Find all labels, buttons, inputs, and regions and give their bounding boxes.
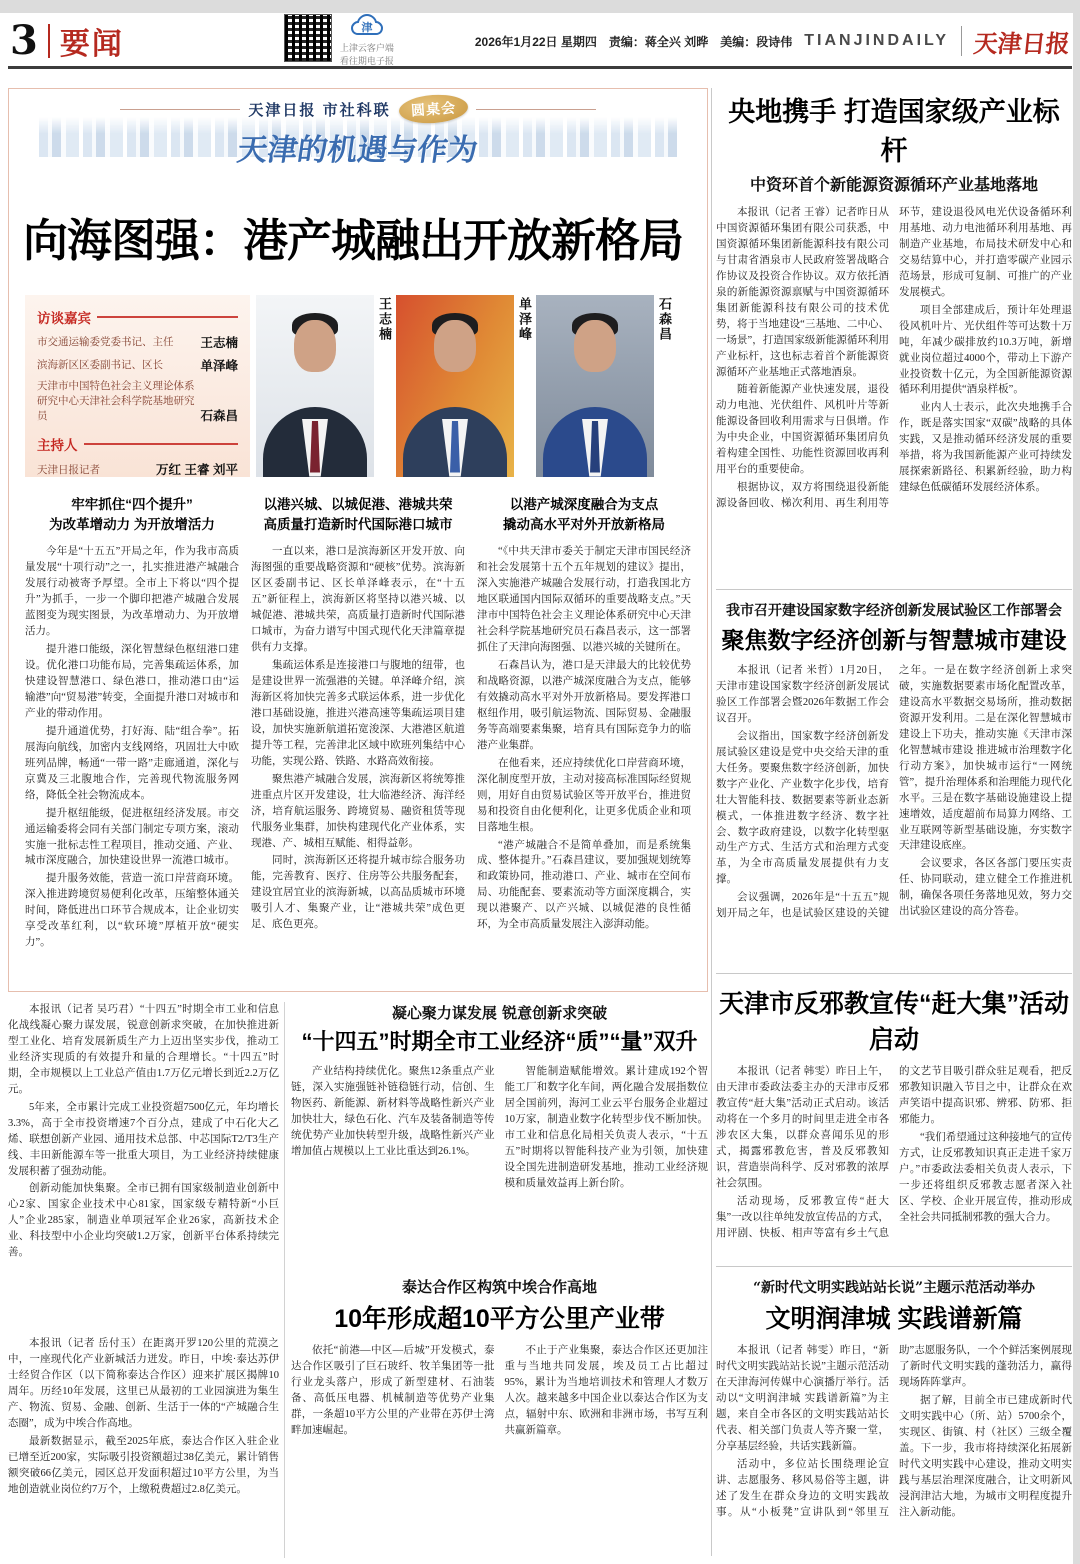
paragraph: 活动现场，反邪教宣传“赶大集”一改以往单纯发放宣传品的方式，用评剧、快板、相声等富有乡土气息的文艺节目吸引群众驻足观看，把反邪教知识融入节目之中，让群众在欢声笑语中提高识邪、辨邪、防邪、拒邪能力。 xyxy=(716,1066,1072,1239)
paragraph: 在他看来，还应持续优化口岸营商环境，深化制度型开放，主动对接高标准国际经贸规则，用好自由贸易试验区等开放平台，推进贸易和投资自由化便利化，让更多优质企业和项目落地生根。 xyxy=(477,757,691,833)
bottom-left-column xyxy=(8,1002,279,1558)
paragraph: 本报讯（记者 韩雯）昨日，“新时代文明实践站站长说”主题示范活动在天津海河传媒中心演播厅举行。活动以“文明润津城 实践谱新篇”为主题，来自全市各区的文明实践站站长代表、相关部门负责人等齐聚一堂，分享基层经验，共话实践新篇。 xyxy=(716,1345,889,1452)
guest-role: 市交通运输委党委书记、主任 xyxy=(37,337,174,349)
banner-title: 天津的机遇与作为 xyxy=(235,133,480,168)
paragraph: 提升通道优势，打好海、陆“组合拳”。拓展海向航线，加密内支线网络，巩固壮大中欧班列品牌，畅通“一带一路”走廊通道，深化与京冀及三北腹地合作，完善现代物流服务网络，降低全社会物流成本。 xyxy=(25,725,239,801)
page-header xyxy=(10,18,1070,64)
guest-photo xyxy=(396,295,514,477)
page-number: 3 xyxy=(10,17,38,64)
paragraph: 5年来，全市累计完成工业投资超7500亿元，年均增长3.3%，高于全市投资增速7个百分点，建成了中石化大乙烯、联想创新产业园、通用技术总部、中芯国际T2/T3生产线、丰田新能源车等一批重大项目，为工业经济持续健康发展积蓄了强劲动能。 xyxy=(8,1101,279,1177)
paragraph: “港产城融合不是简单叠加，而是系统集成、整体提升。”石森昌建议，要加强规划统筹和政策协同，推动港口、产业、城市在空间布局、功能配套、要素流动等方面深度耦合，实现以港聚产、以产兴城、以城促港的良性循环，为全市高质量发展注入澎湃动能。 xyxy=(477,839,691,931)
qr-caption-line2: 看往期电子报 xyxy=(339,56,394,66)
column-subhead xyxy=(477,495,691,537)
paragraph: 石森昌认为，港口是天津最大的比较优势和战略资源，以港产城深度融合为支点，能够有效撬动高水平对外开放新格局。要发挥港口枢纽作用，吸引航运物流、国际贸易、金融服务等高端要素集聚，培育具有国际竞争力的临港产业集群。 xyxy=(477,660,691,751)
host-row xyxy=(37,460,238,478)
paragraph: 智能制造赋能增效。累计建成192个智能工厂和数字化车间，两化融合发展指数位居全国前列，海河工业云平台服务企业超过10万家，制造业数字化转型步伐不断加快。市工业和信息化局相关负责人表示，“十五五”时期将以智能科技产业为引领，加快建设全国先进制造研发基地，推动工业经济规模和质量效益再上新台阶。 xyxy=(504,1066,708,1189)
article-kicker: “新时代文明实践站站长说”主题示范活动举办 xyxy=(752,1280,1036,1296)
article-divider xyxy=(716,589,1072,590)
page-number-divider xyxy=(48,24,50,58)
article-headline: 聚焦数字经济创新与智慧城市建设 xyxy=(721,627,1067,653)
paragraph: 依托“前港—中区—后城”开发模式，泰达合作区吸引了巨石玻纤、牧羊集团等一批行业龙头落户，形成了新型建材、石油装备、高低压电器、机械制造等优势产业集群，一条超10平方公里的产业带在苏伊士湾畔加速崛起。 xyxy=(291,1345,495,1436)
guest-photo xyxy=(256,295,374,477)
column-subhead xyxy=(251,495,465,537)
paragraph: 最新数据显示，截至2025年底，泰达合作区入驻企业已增至近200家，实际吸引投资额超过38亿美元，累计销售额突破66亿美元，园区总开发面积超过10平方公里，为当地创造就业岗位约7万个，上缴税费超过2.8亿美元。 xyxy=(8,1435,279,1495)
subhead-line2: 为改革增动力 为开放增活力 xyxy=(49,517,215,533)
article-divider xyxy=(716,973,1072,974)
paragraph: 本报讯（记者 岳付玉）在距离开罗120公里的荒漠之中，一座现代化产业新城活力迸发。昨日，中埃·泰达苏伊士经贸合作区（以下简称泰达合作区）迎来扩展区揭牌10周年。历经10年发展，这里已从最初的工业园演进为集生产、物流、贸易、金融、创新、生活于一体的“产城融合生态圈”，成为中埃合作高地。 xyxy=(8,1338,279,1429)
guest-name: 石森昌 xyxy=(200,409,238,424)
article-teda-zone xyxy=(291,1276,708,1507)
logo-char: 津 xyxy=(361,21,373,34)
qr-caption xyxy=(340,42,394,69)
masthead-chinese: 天津日报 xyxy=(972,28,1072,58)
paragraph: 业内人士表示，此次央地携手合作，既是落实国家“双碳”战略的具体实践，又是推动循环经济发展的重要举措，将为我国新能源产业可持续发展探索新路径、积累新经验，助力构建绿色低碳循环发展经济体系。 xyxy=(899,402,1072,494)
paragraph: 会议指出，国家数字经济创新发展试验区建设是党中央交给天津的重大任务。要聚焦数字经济创新，加快数字产业化、产业数字化步伐，培育壮大智能科技、数据要素等新业态新模式，一体推进数字经济、数字社会、数字政府建设，以数字化转型驱动生产方式、生活方式和治理方式变革，为全市高质量发展提供有力支撑。 xyxy=(716,730,889,886)
industry-article-lead xyxy=(8,1002,279,1330)
paragraph: 聚焦港产城融合发展，滨海新区将统筹推进重点片区开发建设，壮大临港经济、海洋经济，培育航运服务、跨境贸易、融资租赁等现代服务业集群，加快构建现代化产业体系，实现港、产、城相互赋能、相得益彰。 xyxy=(251,773,465,849)
right-column xyxy=(716,80,1072,1560)
roundtable-banner xyxy=(9,89,707,181)
guest-photos xyxy=(256,295,691,477)
paragraph: 本报讯（记者 米哲）1月20日，天津市建设国家数字经济创新发展试验区工作部署会暨2026年数据工作会议召开。 xyxy=(716,665,889,724)
paragraph: 项目全部建成后，预计年处理退役风机叶片、光伏组件等可达数十万吨，年减少碳排放约10.3万吨，新增就业岗位超过4000个，带动上下游产业投资数十亿元，为全国新能源资源循环利用提供“酒泉样板”。 xyxy=(899,304,1072,396)
paragraph: 提升服务效能，营造一流口岸营商环境。深入推进跨境贸易便利化改革，压缩整体通关时间，降低进出口环节合规成本，让企业切实享受改革红利，以“软环境”厚植开放“硬实力”。 xyxy=(25,873,239,949)
article-civilization-practice xyxy=(716,1277,1072,1564)
guest-role: 滨海新区区委副书记、区长 xyxy=(37,360,163,372)
paragraph: 产业结构持续优化。聚焦12条重点产业链，深入实施强链补链稳链行动，信创、生物医药、新能源、新材料等战略性新兴产业加快壮大，绿色石化、汽车及装备制造等传统优势产业加快转型升级，战略性新兴产业增加值占规模以上工业比重达到26.1%。 xyxy=(291,1066,495,1157)
paragraph: 根据协议，双方将围绕退役新能源设备回收、梯次利用、再生利用等环节，建设退役风电光伏设备循环利用基地、动力电池循环利用基地、再制造产业基地，布局技术研发中心和交易结算中心，并打造零碳产业园示范场景，形成可复制、可推广的产业发展模式。 xyxy=(716,207,1072,510)
article-headline: 10年形成超10平方公里产业带 xyxy=(334,1305,665,1333)
guests-section-title: 访谈嘉宾 xyxy=(37,307,238,327)
paragraph: 本报讯（记者 韩雯）昨日上午，由天津市委政法委主办的天津市反邪教宣传“赶大集”活动正式启动。该活动将在一个多月的时间里走进全市各涉农区大集，以群众喜闻乐见的形式，揭露邪教危害，普及反邪教知识，营造崇尚科学、反对邪教的浓厚社会氛围。 xyxy=(716,1066,889,1189)
article-kicker: 泰达合作区构筑中埃合作高地 xyxy=(401,1278,597,1296)
column-subhead xyxy=(25,495,239,537)
paragraph: 提升港口能级，深化智慧绿色枢纽港口建设。优化港口功能布局，完善集疏运体系，加快建设智慧港口、绿色港口，推动港口由“运输港”向“贸易港”转变，全面提升港口对城市和产业的带动作用。 xyxy=(25,644,239,719)
article-kicker: 我市召开建设国家数字经济创新发展试验区工作部署会 xyxy=(726,603,1062,619)
subhead-line1: 以港产城深度融合为支点 xyxy=(509,496,659,512)
dateline: 2026年1月22日 星期四 责编：蒋全兴 刘晔 美编：段诗伟 xyxy=(474,34,793,49)
page-top-margin xyxy=(0,0,1080,13)
masthead-divider xyxy=(961,26,962,56)
article-subhead: 中资环首个新能源资源循环产业基地落地 xyxy=(749,175,1038,194)
header-rule xyxy=(8,66,1072,69)
jin-cloud-logo-icon xyxy=(350,14,384,40)
subhead-line2: 撬动高水平对外开放新格局 xyxy=(503,517,665,533)
article-industry-145 xyxy=(291,1002,708,1270)
guest-row xyxy=(37,356,238,374)
paragraph: 提升枢纽能级，促进枢纽经济发展。市交通运输委将会同有关部门制定专项方案，滚动实施一批标志性工程项目，推动交通、产业、城市深度融合，加快建设世界一流港口城市。 xyxy=(25,807,239,867)
section-title: 要闻 xyxy=(59,28,124,61)
column-rule xyxy=(711,88,712,1556)
guest-row xyxy=(37,333,238,351)
guest-row xyxy=(37,379,238,425)
article-headline: 央地携手 打造国家级产业标杆 xyxy=(728,97,1060,166)
article-headline: 天津市反邪教宣传“赶大集”活动启动 xyxy=(718,990,1069,1054)
feature-article xyxy=(8,88,708,992)
photo-caption: 石森昌 xyxy=(657,296,672,342)
banner-organizers xyxy=(9,95,707,123)
guest-photo xyxy=(536,295,654,477)
qr-caption-line1: 上津云客户端 xyxy=(339,42,394,53)
article-industry-benchmark xyxy=(716,90,1072,579)
article-divider xyxy=(716,1266,1072,1267)
paragraph: 本报讯（记者 王睿）记者昨日从中国资源循环集团有限公司获悉，中国资源循环集团新能源科技有限公司与甘肃省酒泉市人民政府签署战略合作协议及投资合作协议。双方依托酒泉的新能源资源禀赋与中国资源循环集团新能源科技有限公司的技术优势，将于当地建设“三基地、二中心、一场景”，打造国家级新能源循环利用产业标杆，这也标志着首个新能源资源循环产业基地正式落地酒泉。 xyxy=(716,207,889,378)
guest-name: 单泽峰 xyxy=(200,358,238,373)
banner-org-text: 天津日报 市社科联 xyxy=(248,101,391,119)
paragraph: 创新动能加快集聚。全市已拥有国家级制造业创新中心2家、国家企业技术中心81家，国家级专精特新“小巨人”企业285家，制造业单项冠军企业26家，高新技术企业、科技型中小企业均突破1.2万家，创新平台体系持续完善。 xyxy=(8,1183,279,1259)
column-rule xyxy=(284,1002,285,1558)
paragraph: 不止于产业集聚，泰达合作区还更加注重与当地共同发展，埃及员工占比超过95%，累计为当地培训技术和管理人才数万人次。越来越多中国企业以泰达合作区为支点，辐射中东、欧洲和非洲市场，书写互利共赢新篇章。 xyxy=(504,1345,708,1436)
subhead-line1: 牢牢抓住“四个提升” xyxy=(71,496,193,512)
article-headline: 文明润津城 实践谱新篇 xyxy=(765,1305,1023,1333)
article-headline: “十四五”时期全市工业经济“质”“量”双升 xyxy=(301,1029,698,1054)
photo-caption: 王志楠 xyxy=(377,296,392,342)
host-section-title: 主持人 xyxy=(37,434,238,454)
feature-headline: 向海图强：港产城融出开放新格局 xyxy=(23,215,684,267)
roundtable-badge: 圆桌会 xyxy=(398,93,469,126)
paragraph: 会议强调，2026年是“十五五”规划开局之年，也是试验区建设的关键之年。一是在数字经济创新上求突破，实施数据要素市场化配置改革，建设高水平数据交易场所，推动数据资源开发利用。二是在深化智慧城市建设上下功夫，推动实施《天津市深化智慧城市建设 推进城市治理数字化行动方案》，加快城市运行“一网统管”，提升治理体系和治理能力现代化水平。三是在数字基础设施建设上提速增效，适度超前布局算力网络、工业互联网等新型基础设施，夯实数字天津建设底座。 xyxy=(716,665,1072,920)
teda-article-lead xyxy=(8,1336,279,1558)
paragraph: 会议要求，各区各部门要压实责任、协同联动，建立健全工作推进机制，确保各项任务落地见效，努力交出试验区建设的高分答卷。 xyxy=(899,858,1072,918)
subhead-line1: 以港兴城、以城促港、港城共荣 xyxy=(263,496,453,512)
host-names: 万红 王睿 刘平 xyxy=(156,463,238,478)
subhead-line2: 高质量打造新时代国际港口城市 xyxy=(263,517,453,533)
photo-caption: 单泽峰 xyxy=(517,296,532,342)
paragraph: 活动中，多位站长围绕理论宣讲、志愿服务、移风易俗等主题，讲述了发生在群众身边的文明实践故事。从“小板凳”宣讲队到“邻里互助”志愿服务队，一个个鲜活案例展现了新时代文明实践的蓬勃活力，赢得现场阵阵掌声。 xyxy=(716,1345,1072,1518)
guest-info-box xyxy=(25,295,250,477)
article-digital-economy xyxy=(716,600,1072,963)
bottom-middle-column xyxy=(291,1002,708,1558)
masthead-english: TIANJINDAILY xyxy=(804,32,949,49)
guest-role: 天津市中国特色社会主义理论体系研究中心天津社会科学院基地研究员 xyxy=(37,380,195,422)
paragraph: 同时，滨海新区还将提升城市综合服务功能，完善教育、医疗、住房等公共服务配套，建设宜居宜业的滨海新城，以高品质城市环境吸引人才、集聚产业，让“港城共荣”成色更足、底色更亮。 xyxy=(251,855,465,931)
paragraph: 一直以来，港口是滨海新区开发开放、向海图强的重要战略资源和“硬核”优势。滨海新区区委副书记、区长单泽峰表示，在“十五五”新征程上，滨海新区将坚持以港兴城、以城促港、港城共荣，高质量打造新时代国际港口城市，为奋力谱写中国式现代化天津篇章提供有力支撑。 xyxy=(251,546,465,654)
page-right-margin xyxy=(1073,0,1080,1564)
paragraph: “我们希望通过这种接地气的宣传方式，让反邪教知识真正走进千家万户。”市委政法委相关负责人表示，下一步还将组织反邪教志愿者深入社区、学校、企业开展宣传，推动形成全社会共同抵制邪教的强大合力。 xyxy=(899,1131,1072,1223)
paragraph: 本报讯（记者 吴巧君）“十四五”时期全市工业和信息化战线凝心聚力谋发展，锐意创新求突破，在加快推进新型工业化、培育发展新质生产力上迈出坚实步伐，推动工业经济实现质的有效提升和量的合理增长。“十四五”时期，全市规模以上工业总产值由1.7万亿元增长到近2.2万亿元。 xyxy=(8,1004,279,1095)
qr-code-icon xyxy=(284,14,332,62)
host-role: 天津日报记者 xyxy=(37,464,100,476)
paragraph: 今年是“十五五”开局之年，作为我市高质量发展“十项行动”之一，扎实推进港产城融合发展行动被寄予厚望。全市上下将以“四个提升”为抓手，一步一个脚印把港产城融合发展蓝图变为现实图景，为改革增动力、为开放增活力。 xyxy=(25,546,239,638)
paragraph: 随着新能源产业快速发展，退役动力电池、光伏组件、风机叶片等新能源设备回收利用需求与日俱增。作为中央企业，中国资源循环集团肩负着构建全国性、功能性资源回收再利用平台的重要使命。 xyxy=(716,384,889,476)
article-kicker: 凝心聚力谋发展 锐意创新求突破 xyxy=(391,1004,608,1022)
paragraph: 集疏运体系是连接港口与腹地的纽带，也是建设世界一流强港的关键。单泽峰介绍，滨海新区将加快完善多式联运体系，进一步优化港口基础设施，推进兴港高速等集疏运项目建设，加快实施新航道拓宽浚深、大港港区航道提升等工程，完善津北区域中欧班列集结中心功能，实现公路、铁路、水路高效衔接。 xyxy=(251,660,465,767)
guest-name: 王志楠 xyxy=(200,335,238,350)
article-anti-cult xyxy=(716,984,1072,1256)
paragraph: “《中共天津市委关于制定天津市国民经济和社会发展第十五个五年规划的建议》提出，深入实施港产城融合发展行动，打造我国北方地区联通国内国际双循环的重要战略支点。”天津市中国特色社会主义理论体系研究中心天津社会科学院基地研究员石森昌表示，这一部署抓住了天津向海图强、以港兴城的关键所在。 xyxy=(477,546,691,654)
paragraph: 据了解，目前全市已建成新时代文明实践中心（所、站）5700余个，实现区、街镇、村（社区）三级全覆盖。下一步，我市将持续深化拓展新时代文明实践中心建设，推动文明实践与基层治理深度融合，让文明新风浸润津沽大地，为城市文明程度提升注入新动能。 xyxy=(899,1394,1072,1518)
